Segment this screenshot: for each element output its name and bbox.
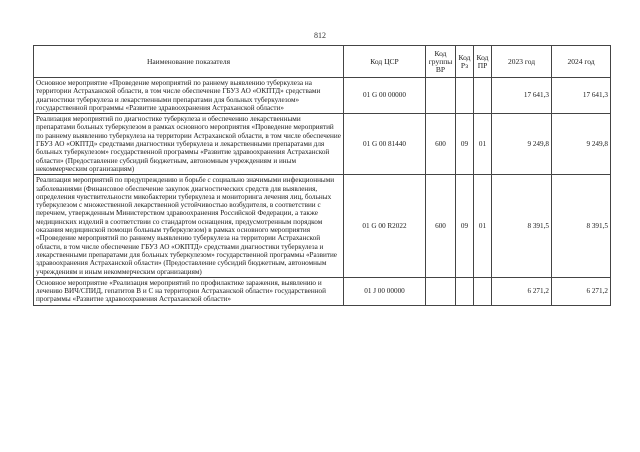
header-csr: Код ЦСР <box>344 46 426 78</box>
table-row <box>34 175 611 278</box>
header-pr: Код ПР <box>474 46 492 78</box>
row-csr: 01 G 00 81440 <box>344 114 426 175</box>
row-2023: 9 249,8 <box>492 114 552 175</box>
table-row <box>34 277 611 305</box>
row-2023: 17 641,3 <box>492 78 552 114</box>
row-name: Реализация мероприятий по предупреждению и борьбе с социально значимыми инфекционными заболеваниями (Финансовое обеспечение закупок диагностических средств для выявления, определения чувствительности микобактерии туберкулеза и мониторинга лечения лиц, больных туберкулезом с множественной лекарственной устойчивостью возбудителя, в соответствии с перечнем, утвержденным Министерством здравоохранения Российской Федерации, а также медицинских изделий в соответствии со стандартом оснащения, предусмотренным порядком оказания медицинской помощи больным туберкулезом) в рамках основного мероприятия «Проведение мероприятий по раннему выявлению туберкулеза на территории Астраханской области, в том числе обеспечение ГБУЗ АО «ОКПТД» средствами диагностики туберкулеза и лекарственными препаратами для больных туберкулезом» государственной программы «Развитие здравоохранения Астраханской области» (Предоставление субсидий бюджетным, автономным учреждениям и иным некоммерческим организациям) <box>34 175 344 278</box>
page-number: 812 <box>314 31 326 40</box>
table-row <box>34 78 611 114</box>
row-name: Реализация мероприятий по диагностике туберкулеза и обеспечению лекарственными препаратами больных туберкулезом в рамках основного мероприятия «Проведение мероприятий по раннему выявлению туберкулеза на территории Астраханской области, в том числе обеспечение ГБУЗ АО «ОКПТД» средствами диагностики туберкулеза и лекарственными препаратами для больных туберкулезом» государственной программы «Развитие здравоохранения Астраханской области» (Предоставление субсидий бюджетным, автономным учреждениям и иным некоммерческим организациям) <box>34 114 344 175</box>
table-row <box>34 114 611 175</box>
row-rz <box>456 277 474 305</box>
row-name: Основное мероприятие «Проведение мероприятий по раннему выявлению туберкулеза на территории Астраханской области, в том числе обеспечение ГБУЗ АО «ОКПТД» средствами диагностики туберкулеза и лекарственными препаратами для больных туберкулезом» государственной программы «Развитие здравоохранения Астраханской области» <box>34 78 344 114</box>
row-pr: 01 <box>474 175 492 278</box>
row-rz: 09 <box>456 114 474 175</box>
header-vr: Код группы ВР <box>426 46 456 78</box>
budget-table <box>33 45 611 306</box>
header-2023: 2023 год <box>492 46 552 78</box>
header-rz: Код Рз <box>456 46 474 78</box>
row-pr <box>474 78 492 114</box>
header-row <box>34 46 611 78</box>
row-csr: 01 G 00 R2022 <box>344 175 426 278</box>
row-name: Основное мероприятие «Реализация мероприятий по профилактике заражения, выявлению и лечению ВИЧ/СПИД, гепатитов В и С на территории Астраханской области» государственной программы «Развитие здравоохранения Астраханской области» <box>34 277 344 305</box>
row-2023: 6 271,2 <box>492 277 552 305</box>
row-pr <box>474 277 492 305</box>
row-2024: 9 249,8 <box>552 114 611 175</box>
row-2023: 8 391,5 <box>492 175 552 278</box>
row-pr: 01 <box>474 114 492 175</box>
row-csr: 01 G 00 00000 <box>344 78 426 114</box>
row-vr <box>426 78 456 114</box>
row-vr: 600 <box>426 114 456 175</box>
row-vr: 600 <box>426 175 456 278</box>
header-name: Наименование показателя <box>34 46 344 78</box>
row-vr <box>426 277 456 305</box>
row-rz <box>456 78 474 114</box>
row-2024: 6 271,2 <box>552 277 611 305</box>
header-2024: 2024 год <box>552 46 611 78</box>
row-2024: 8 391,5 <box>552 175 611 278</box>
row-2024: 17 641,3 <box>552 78 611 114</box>
row-csr: 01 J 00 00000 <box>344 277 426 305</box>
row-rz: 09 <box>456 175 474 278</box>
